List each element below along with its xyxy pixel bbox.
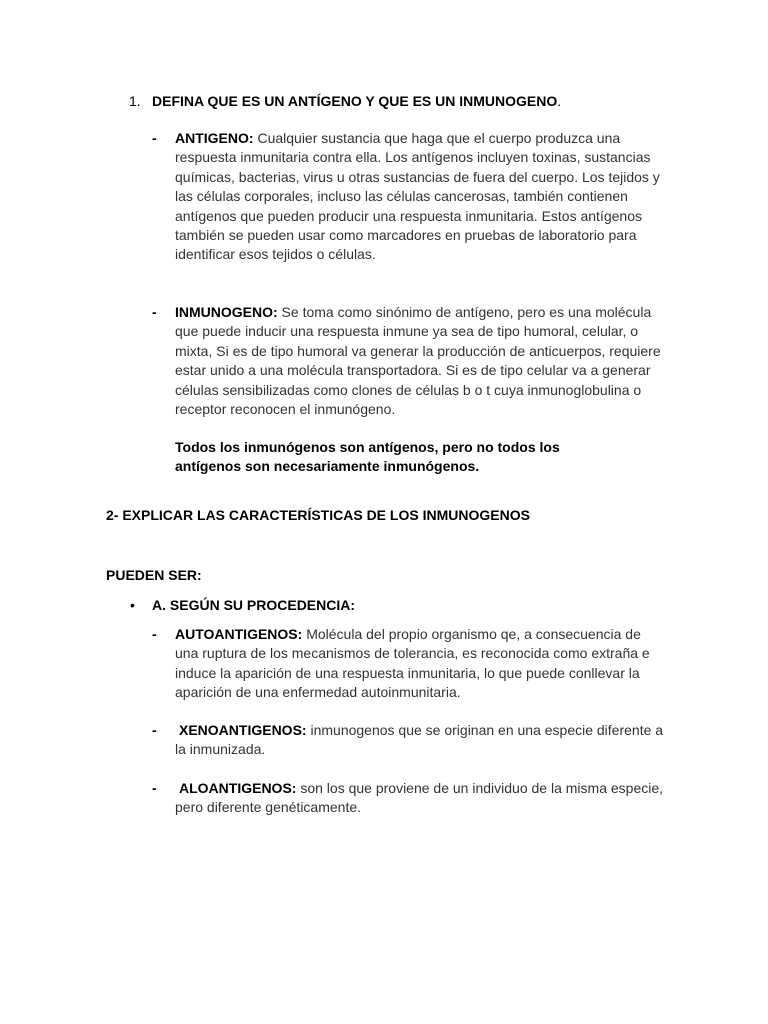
xenoantigenos-term: XENOANTIGENOS: [179,722,307,738]
pueden-ser-label: PUEDEN SER: [106,567,202,583]
conclusion-statement: Todos los inmunógenos son antígenos, pero no todos los antígenos son necesariamente inmunógenos. [175,439,560,475]
autoantigenos-definition [175,625,665,703]
inmunogeno-definition [175,303,665,419]
dash-inmunogeno: - [152,304,157,320]
xenoantigenos-text: inmunogenos que se originan en una especie diferente a la inmunizada. [175,722,664,758]
aloantigenos-definition [175,779,665,818]
dash-antigeno: - [152,130,157,146]
autoantigenos-term: AUTOANTIGENOS: [175,626,303,642]
antigeno-term: ANTIGENO: [175,130,254,146]
xenoantigenos-definition [175,721,665,760]
dash-aloantigenos: - [152,780,157,796]
section-1-title-text: DEFINA QUE ES UN ANTÍGENO Y QUE ES UN INMUNOGENO [152,93,558,109]
antigeno-text: Cualquier sustancia que haga que el cuerpo produzca una respuesta inmunitaria contra ella. Los antígenos incluyen toxinas, sustancias químicas, bacterias, virus u otras sustancias de fuera del cuerpo. Los tejidos y las células corporales, incluso las células cancerosas, también contienen antígenos que pueden producir una respuesta inmunitaria. Estos antígenos también se pueden usar como marcadores en pruebas de laboratorio para identificar esos tejidos o células. [175,130,660,263]
bullet-a-title: A. SEGÚN SU PROCEDENCIA: [152,597,356,613]
antigeno-definition [175,129,665,265]
autoantigenos-text: Molécula del propio organismo qe, a consecuencia de una ruptura de los mecanismos de tolerancia, es reconocida como extraña e induce la aparición de una respuesta inmunitaria, lo que puede conllevar la aparición de una enfermedad autoinmunitaria. [175,626,650,701]
section-1-number: 1. [129,93,141,109]
inmunogeno-term: INMUNOGENO: [175,304,278,320]
dash-autoantigenos: - [152,626,157,642]
bullet-a: • [130,597,135,613]
section-1-title [152,92,561,111]
section-1-title-period: . [557,93,562,109]
section-2-title: 2- EXPLICAR LAS CARACTERÍSTICAS DE LOS INMUNOGENOS [106,507,530,523]
aloantigenos-text: son los que proviene de un individuo de la misma especie, pero diferente genéticamente. [175,780,664,816]
dash-xenoantigenos: - [152,722,157,738]
aloantigenos-term: ALOANTIGENOS: [179,780,297,796]
inmunogeno-text: Se toma como sinónimo de antígeno, pero es una molécula que puede inducir una respuesta inmune ya sea de tipo humoral, celular, o mixta, Si es de tipo humoral va generar la producción de anticuerpos, requiere estar unido a una molécula transportadora. Si es de tipo celular va a generar células sensibilizadas como clones de células b o t cuya inmunoglobulina o receptor reconocen el inmunógeno. [175,304,661,418]
